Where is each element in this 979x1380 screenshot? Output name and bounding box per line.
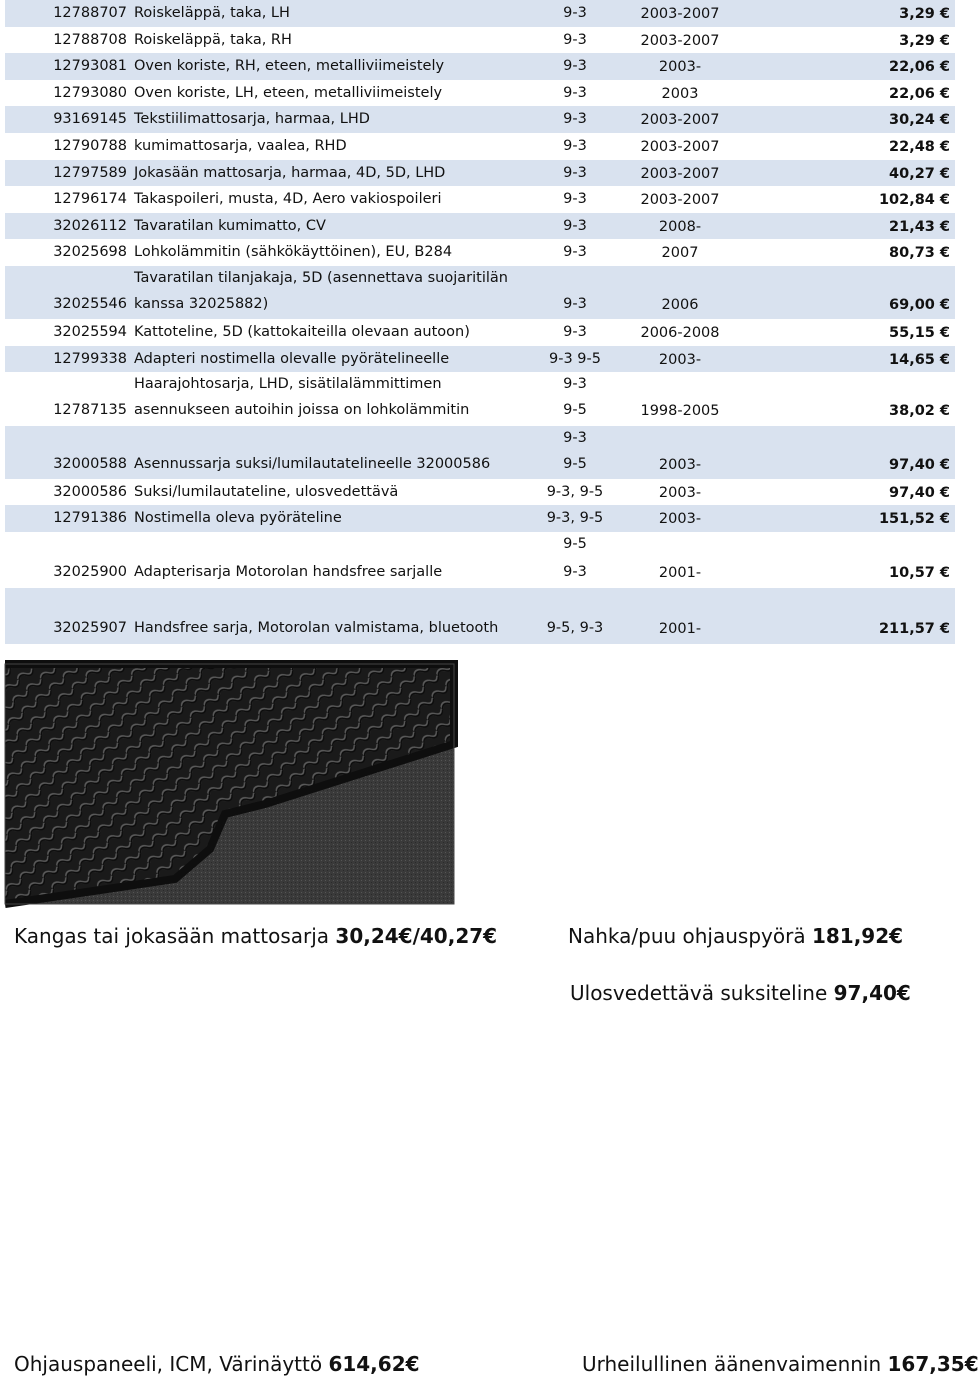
price xyxy=(879,511,950,527)
euro-icon: € xyxy=(939,456,950,473)
mat-set-price: 30,24€/40,27€ xyxy=(335,924,498,948)
model-years: 2003-2007 xyxy=(640,6,720,22)
table-row xyxy=(5,346,955,373)
euro-icon: € xyxy=(939,138,950,155)
model-compatibility: 9-3 xyxy=(563,84,587,101)
price xyxy=(889,403,950,419)
ski-rack-label: Ulosvedettävä suksiteline xyxy=(570,981,834,1005)
model-compatibility: 9-3 xyxy=(563,111,587,128)
mat-set-label: Kangas tai jokasään mattosarja xyxy=(14,924,336,948)
model-compatibility: 9-3, 9-5 xyxy=(546,483,604,500)
euro-icon: € xyxy=(939,6,950,22)
model-years: 2006 xyxy=(661,296,699,313)
price-value: 102,84 xyxy=(878,192,935,209)
part-number: 32025907 xyxy=(53,619,127,636)
part-description: Roiskeläppä, taka, RH xyxy=(134,31,292,48)
accessory-price-table xyxy=(5,0,955,644)
part-description: Nostimella oleva pyöräteline xyxy=(134,510,342,527)
price-value: 30,24 xyxy=(889,112,935,129)
part-description: Tavaratilan kumimatto, CV xyxy=(134,217,326,234)
model-years: 1998-2005 xyxy=(640,403,720,420)
table-row xyxy=(5,588,955,644)
part-description: Kattoteline, 5D (kattokaiteilla olevaan autoon) xyxy=(134,324,470,341)
model-compatibility: 9-3 xyxy=(563,429,587,446)
table-row xyxy=(5,133,955,160)
model-compatibility: 9-5 xyxy=(563,455,587,472)
table-row xyxy=(5,186,955,213)
model-compatibility: 9-3 xyxy=(563,376,587,393)
price-value: 69,00 xyxy=(889,296,935,313)
price xyxy=(889,325,950,341)
part-number: 12788707 xyxy=(53,5,127,21)
table-row xyxy=(5,0,955,27)
price xyxy=(889,166,950,182)
part-description: Takaspoileri, musta, 4D, Aero vakiospoileri xyxy=(134,191,442,208)
model-years: 2007 xyxy=(661,245,699,262)
part-number: 32025698 xyxy=(53,244,127,261)
price-value: 80,73 xyxy=(889,245,935,262)
model-years: 2003-2007 xyxy=(640,32,720,49)
steering-wheel-price: 181,92€ xyxy=(811,924,904,948)
table-row xyxy=(5,53,955,80)
model-compatibility: 9-3, 9-5 xyxy=(546,510,604,527)
model-compatibility: 9-3 xyxy=(563,563,587,580)
model-years: 2003-2007 xyxy=(640,192,720,209)
euro-icon: € xyxy=(939,192,950,209)
part-description: kumimattosarja, vaalea, RHD xyxy=(134,137,347,154)
model-years: 2006-2008 xyxy=(640,325,720,342)
price-value: 211,57 xyxy=(878,620,935,637)
table-row xyxy=(5,479,955,506)
euro-icon: € xyxy=(939,296,950,313)
model-compatibility: 9-3 xyxy=(563,31,587,48)
part-number: 12790788 xyxy=(53,137,127,154)
mat-set-caption xyxy=(14,924,497,948)
price-value: 38,02 xyxy=(889,403,935,420)
price-value: 55,15 xyxy=(889,325,935,342)
price-value: 10,57 xyxy=(889,564,935,581)
table-row xyxy=(5,505,955,532)
part-description: Haarajohtosarja, LHD, sisätilalämmittimen xyxy=(134,376,442,393)
table-row xyxy=(5,239,955,266)
part-number: 12799338 xyxy=(53,350,127,367)
table-row xyxy=(5,160,955,187)
euro-icon: € xyxy=(939,245,950,262)
model-compatibility: 9-3 xyxy=(563,295,587,312)
price xyxy=(889,86,950,102)
part-number: 32025900 xyxy=(53,563,127,580)
table-row xyxy=(5,213,955,240)
part-description: Tavaratilan tilanjakaja, 5D (asennettava suojaritilän xyxy=(134,269,508,286)
part-description: Tekstiilimattosarja, harmaa, LHD xyxy=(134,111,370,128)
model-years: 2003- xyxy=(658,351,702,368)
model-compatibility: 9-3 xyxy=(563,137,587,154)
part-number: 32025546 xyxy=(53,295,127,312)
price-value: 22,06 xyxy=(889,59,935,76)
euro-icon: € xyxy=(939,165,950,182)
part-description: Oven koriste, LH, eteen, metalliviimeistely xyxy=(134,84,443,101)
part-number: 32000588 xyxy=(53,455,127,472)
model-compatibility: 9-3 xyxy=(563,244,587,261)
part-description: Handsfree sarja, Motorolan valmistama, bluetooth xyxy=(134,619,499,636)
euro-icon: € xyxy=(939,325,950,342)
part-description: Asennussarja suksi/lumilautatelineelle 32000586 xyxy=(134,455,491,472)
table-row xyxy=(5,532,955,588)
part-number: 93169145 xyxy=(53,111,127,128)
part-description: Roiskeläppä, taka, LH xyxy=(134,5,290,21)
part-description: Lohkolämmitin (sähkökäyttöinen), EU, B284 xyxy=(134,244,453,261)
model-years: 2001- xyxy=(658,620,702,637)
euro-icon: € xyxy=(939,59,950,76)
euro-icon: € xyxy=(939,511,950,528)
price xyxy=(879,621,950,637)
part-number: 12787135 xyxy=(53,402,127,419)
price-value: 3,29 xyxy=(899,32,935,49)
model-years: 2003- xyxy=(658,484,702,501)
model-compatibility: 9-3 xyxy=(563,58,587,75)
table-row xyxy=(5,80,955,107)
part-number: 12791386 xyxy=(53,510,127,527)
price-value: 3,29 xyxy=(899,6,935,22)
price xyxy=(899,33,950,49)
part-number: 12788708 xyxy=(53,31,127,48)
euro-icon: € xyxy=(939,32,950,49)
price xyxy=(889,59,950,75)
part-number: 32000586 xyxy=(53,483,127,500)
price xyxy=(899,6,950,22)
model-compatibility: 9-5 xyxy=(563,535,587,552)
price-value: 14,65 xyxy=(889,351,935,368)
ski-rack-caption xyxy=(570,981,911,1005)
muffler-label: Urheilullinen äänenvaimennin xyxy=(582,1352,888,1376)
table-row xyxy=(5,372,955,425)
part-description: asennukseen autoihin joissa on lohkolämmitin xyxy=(134,402,470,419)
part-number: 12793080 xyxy=(53,84,127,101)
part-number: 12796174 xyxy=(53,191,127,208)
euro-icon: € xyxy=(939,403,950,420)
part-description: kanssa 32025882) xyxy=(134,295,269,312)
price xyxy=(879,192,950,208)
price xyxy=(889,297,950,313)
model-years: 2003- xyxy=(658,456,702,473)
euro-icon: € xyxy=(939,112,950,129)
model-compatibility: 9-5, 9-3 xyxy=(546,619,604,636)
model-compatibility: 9-3 xyxy=(563,217,587,234)
muffler-price: 167,35€ xyxy=(887,1352,979,1376)
table-row xyxy=(5,27,955,54)
price xyxy=(889,245,950,261)
control-panel-price: 614,62€ xyxy=(328,1352,420,1376)
table-row xyxy=(5,319,955,346)
model-compatibility: 9-3 xyxy=(563,5,587,21)
model-years: 2003 xyxy=(661,85,699,102)
steering-wheel-label: Nahka/puu ohjauspyörä xyxy=(568,924,812,948)
price xyxy=(889,565,950,581)
model-years: 2003-2007 xyxy=(640,112,720,129)
price-value: 21,43 xyxy=(889,218,935,235)
price-value: 22,06 xyxy=(889,85,935,102)
price xyxy=(889,219,950,235)
price xyxy=(889,485,950,501)
price-value: 97,40 xyxy=(889,456,935,473)
price-value: 40,27 xyxy=(889,165,935,182)
ski-rack-price: 97,40€ xyxy=(833,981,911,1005)
model-years: 2008- xyxy=(658,218,702,235)
table-row xyxy=(5,426,955,479)
euro-icon: € xyxy=(939,564,950,581)
muffler-caption xyxy=(582,1352,979,1376)
part-number: 12793081 xyxy=(53,58,127,75)
control-panel-caption xyxy=(14,1352,420,1376)
euro-icon: € xyxy=(939,620,950,637)
price-value: 97,40 xyxy=(889,484,935,501)
part-description: Adapteri nostimella olevalle pyörätelineelle xyxy=(134,350,450,367)
model-years: 2001- xyxy=(658,564,702,581)
euro-icon: € xyxy=(939,351,950,368)
control-panel-label: Ohjauspaneeli, ICM, Värinäyttö xyxy=(14,1352,329,1376)
euro-icon: € xyxy=(939,85,950,102)
model-compatibility: 9-3 xyxy=(563,324,587,341)
price xyxy=(889,457,950,473)
price xyxy=(889,352,950,368)
table-row xyxy=(5,266,955,319)
part-description: Oven koriste, RH, eteen, metalliviimeistely xyxy=(134,58,445,75)
model-years: 2003- xyxy=(658,59,702,76)
price xyxy=(889,112,950,128)
floor-mat-image xyxy=(5,664,454,904)
table-row xyxy=(5,106,955,133)
part-description: Jokasään mattosarja, harmaa, 4D, 5D, LHD xyxy=(134,164,446,181)
euro-icon: € xyxy=(939,218,950,235)
model-years: 2003-2007 xyxy=(640,138,720,155)
steering-wheel-caption xyxy=(568,924,903,948)
part-description: Suksi/lumilautateline, ulosvedettävä xyxy=(134,483,399,500)
part-number: 12797589 xyxy=(53,164,127,181)
part-description: Adapterisarja Motorolan handsfree sarjalle xyxy=(134,563,443,580)
part-number: 32026112 xyxy=(53,217,127,234)
model-compatibility: 9-5 xyxy=(563,402,587,419)
model-compatibility: 9-3 9-5 xyxy=(549,350,601,367)
model-compatibility: 9-3 xyxy=(563,164,587,181)
price-value: 151,52 xyxy=(878,511,935,528)
price-value: 22,48 xyxy=(889,138,935,155)
price xyxy=(889,139,950,155)
model-years: 2003- xyxy=(658,511,702,528)
euro-icon: € xyxy=(939,484,950,501)
model-compatibility: 9-3 xyxy=(563,191,587,208)
model-years: 2003-2007 xyxy=(640,165,720,182)
part-number: 32025594 xyxy=(53,324,127,341)
floor-mat-icon xyxy=(5,664,454,904)
